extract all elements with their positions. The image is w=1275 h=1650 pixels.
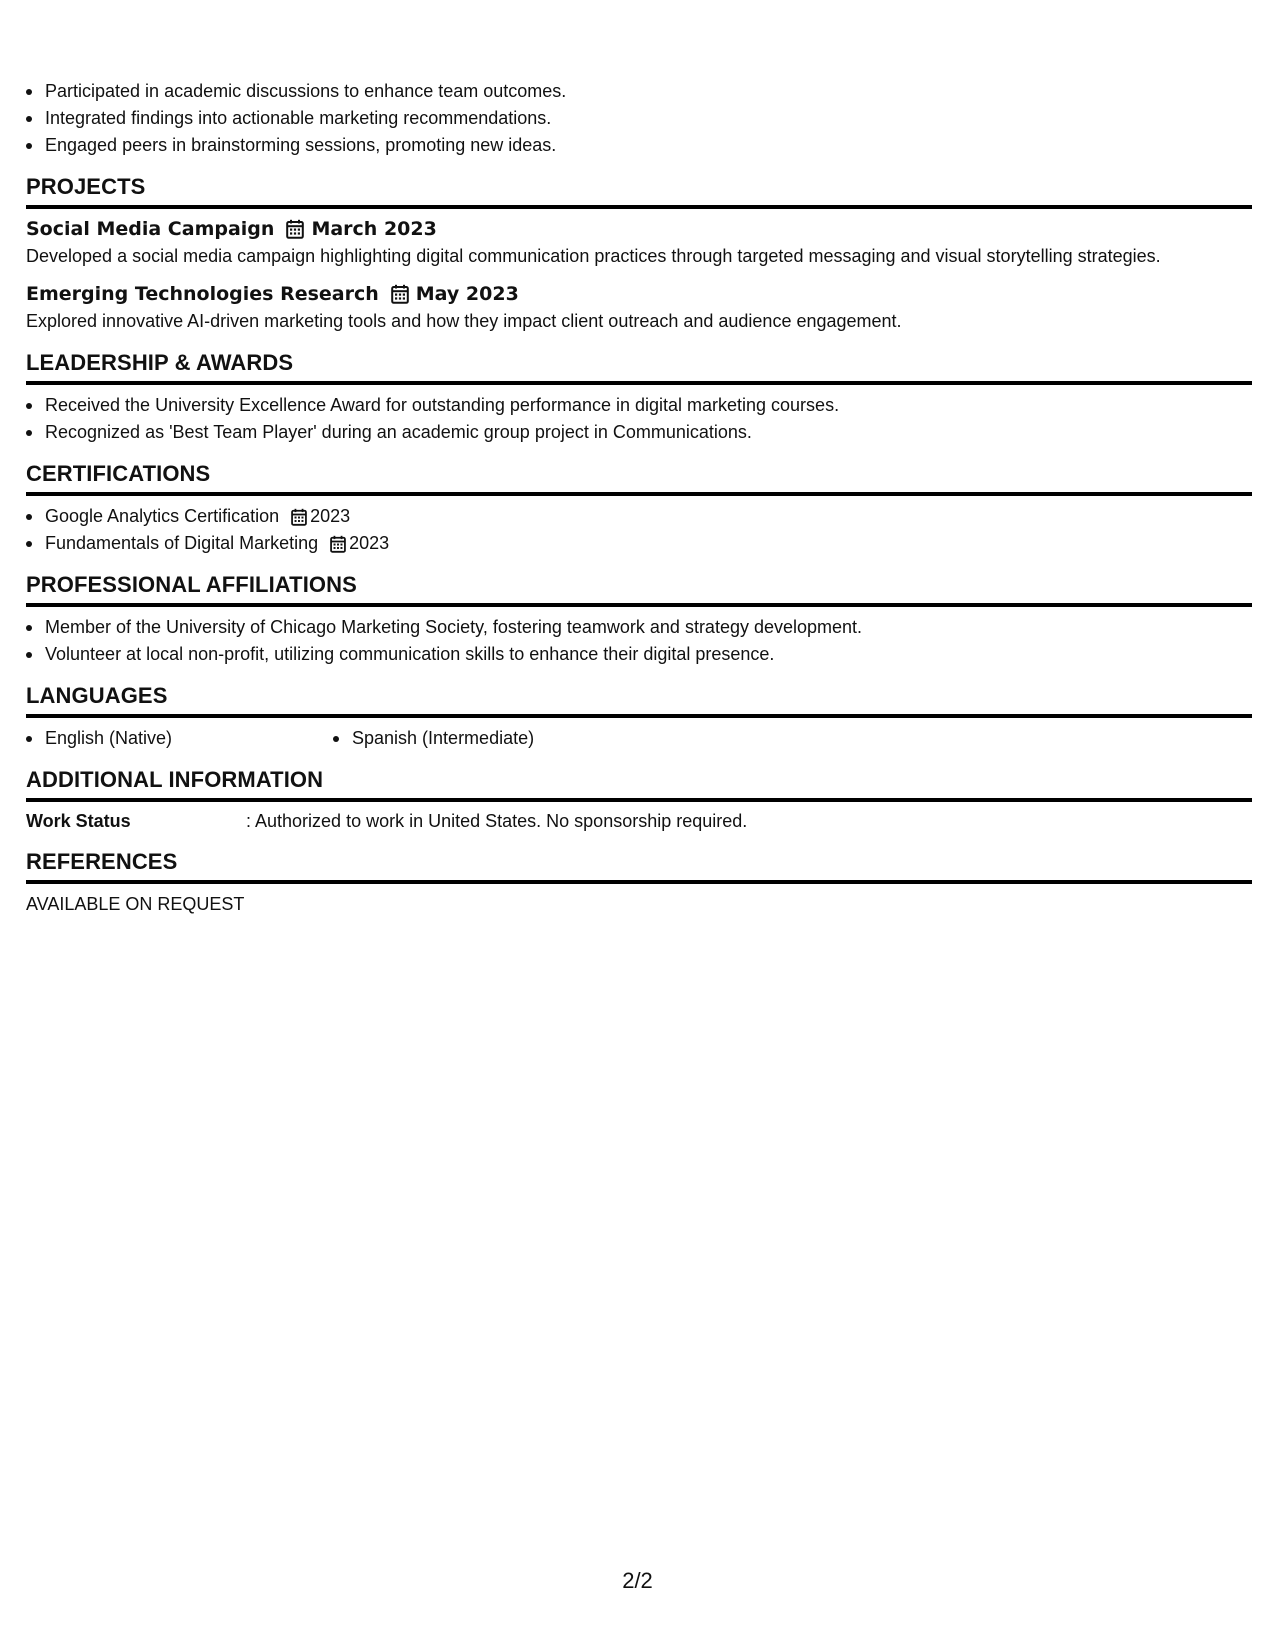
calendar-icon xyxy=(391,284,409,304)
section-title: PROFESSIONAL AFFILIATIONS xyxy=(26,571,1252,607)
project-name: Social Media Campaign xyxy=(26,218,275,240)
list-item: Participated in academic discussions to enhance team outcomes. xyxy=(26,78,1252,105)
affiliations-section xyxy=(26,571,1252,668)
certifications-section xyxy=(26,460,1252,557)
calendar-icon xyxy=(291,508,307,526)
section-title: LANGUAGES xyxy=(26,682,1252,718)
project-item xyxy=(26,280,1252,335)
work-status-label: Work Status xyxy=(26,811,131,831)
certification-name: Fundamentals of Digital Marketing xyxy=(45,533,319,553)
list-item xyxy=(26,530,1252,557)
experience-continued-bullets xyxy=(26,78,1252,159)
section-title: ADDITIONAL INFORMATION xyxy=(26,766,1252,802)
section-title: REFERENCES xyxy=(26,848,1252,884)
resume-page xyxy=(26,78,1252,917)
list-item: Recognized as 'Best Team Player' during an academic group project in Communications. xyxy=(26,419,1252,446)
language-item: Spanish (Intermediate) xyxy=(333,725,640,752)
project-description: Explored innovative AI-driven marketing tools and how they impact client outreach and audience engagement. xyxy=(26,311,902,331)
calendar-icon xyxy=(286,219,304,239)
list-item: Engaged peers in brainstorming sessions, promoting new ideas. xyxy=(26,132,1252,159)
projects-section xyxy=(26,173,1252,335)
section-title: CERTIFICATIONS xyxy=(26,460,1252,496)
project-description: Developed a social media campaign highlighting digital communication practices through targeted messaging and visual storytelling strategies. xyxy=(26,246,1161,266)
project-item xyxy=(26,215,1252,270)
project-date: May 2023 xyxy=(415,283,519,305)
calendar-icon xyxy=(330,535,346,553)
list-item xyxy=(26,503,1252,530)
language-item: English (Native) xyxy=(26,725,333,752)
certification-year: 2023 xyxy=(310,506,351,526)
section-title: PROJECTS xyxy=(26,173,1252,209)
additional-info-section xyxy=(26,766,1252,834)
section-title: LEADERSHIP & AWARDS xyxy=(26,349,1252,385)
work-status-row xyxy=(26,808,1252,834)
work-status-value: : Authorized to work in United States. No sponsorship required. xyxy=(246,811,748,831)
project-name: Emerging Technologies Research xyxy=(26,283,379,305)
list-item: Volunteer at local non-profit, utilizing communication skills to enhance their digital presence. xyxy=(26,641,1252,668)
list-item: Integrated findings into actionable marketing recommendations. xyxy=(26,105,1252,132)
list-item: Member of the University of Chicago Marketing Society, fostering teamwork and strategy development. xyxy=(26,614,1252,641)
references-text: AVAILABLE ON REQUEST xyxy=(26,894,245,914)
list-item: Received the University Excellence Award for outstanding performance in digital marketing courses. xyxy=(26,392,1252,419)
certification-year: 2023 xyxy=(349,533,390,553)
languages-section xyxy=(26,682,1252,752)
page-number: 2/2 xyxy=(622,1568,653,1593)
project-date: March 2023 xyxy=(311,218,437,240)
leadership-awards-section xyxy=(26,349,1252,446)
certification-name: Google Analytics Certification xyxy=(45,506,280,526)
references-section xyxy=(26,848,1252,917)
